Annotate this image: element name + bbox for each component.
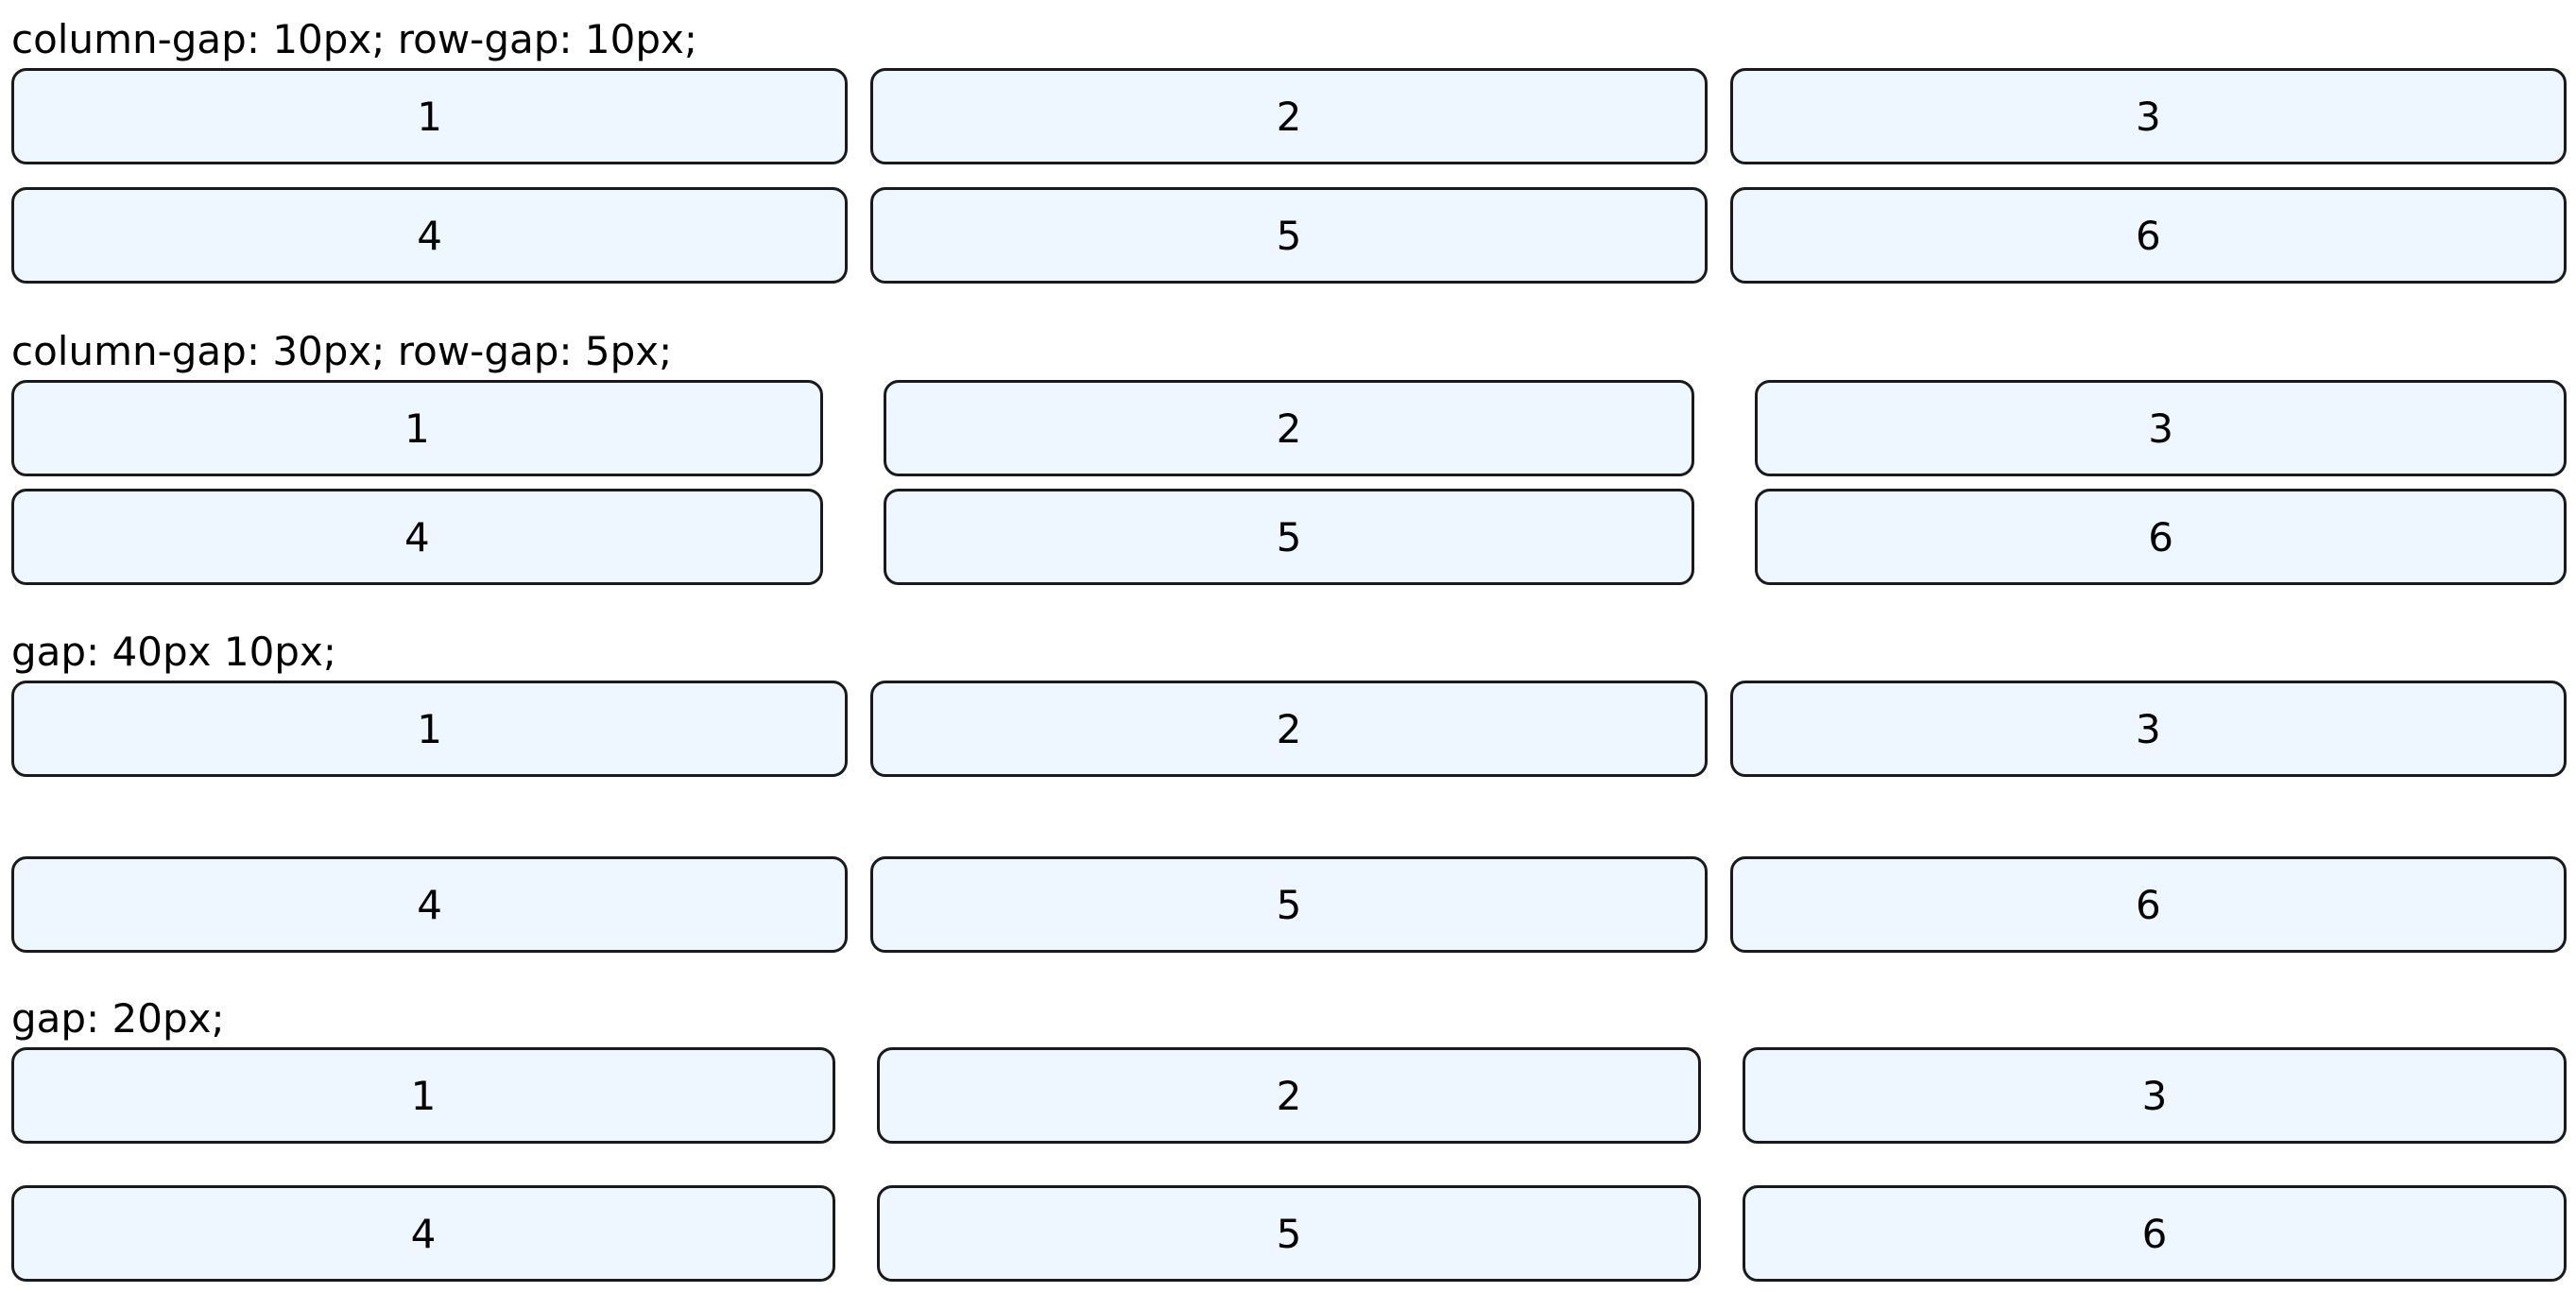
grid-container <box>11 68 2567 284</box>
grid-item: 6 <box>1730 187 2567 284</box>
grid-item: 3 <box>1730 681 2567 777</box>
section-label: column-gap: 30px; row-gap: 5px; <box>11 328 673 374</box>
grid-item: 3 <box>1743 1047 2567 1144</box>
gap-section-2 <box>11 325 2567 585</box>
section-label: gap: 20px; <box>11 995 225 1042</box>
grid-item: 5 <box>870 187 1707 284</box>
section-label: gap: 40px 10px; <box>11 629 336 675</box>
grid-item: 6 <box>1755 489 2567 585</box>
grid-item: 4 <box>11 489 823 585</box>
grid-item: 1 <box>11 681 848 777</box>
grid-item: 5 <box>884 489 1695 585</box>
grid-item: 2 <box>870 68 1707 164</box>
grid-item: 1 <box>11 68 848 164</box>
grid-container <box>11 380 2567 585</box>
grid-item: 5 <box>877 1185 1701 1282</box>
grid-item: 2 <box>877 1047 1701 1144</box>
grid-item: 6 <box>1730 856 2567 953</box>
gap-section-1 <box>11 13 2567 284</box>
grid-item: 3 <box>1755 380 2567 476</box>
grid-item: 4 <box>11 1185 835 1282</box>
gap-section-3 <box>11 626 2567 953</box>
grid-item: 4 <box>11 856 848 953</box>
gap-section-4 <box>11 992 2567 1282</box>
grid-container <box>11 681 2567 953</box>
grid-container <box>11 1047 2567 1282</box>
grid-item: 6 <box>1743 1185 2567 1282</box>
section-label: column-gap: 10px; row-gap: 10px; <box>11 16 697 62</box>
grid-item: 2 <box>870 681 1707 777</box>
grid-item: 5 <box>870 856 1707 953</box>
grid-item: 1 <box>11 380 823 476</box>
grid-item: 4 <box>11 187 848 284</box>
grid-item: 2 <box>884 380 1695 476</box>
grid-item: 3 <box>1730 68 2567 164</box>
grid-item: 1 <box>11 1047 835 1144</box>
